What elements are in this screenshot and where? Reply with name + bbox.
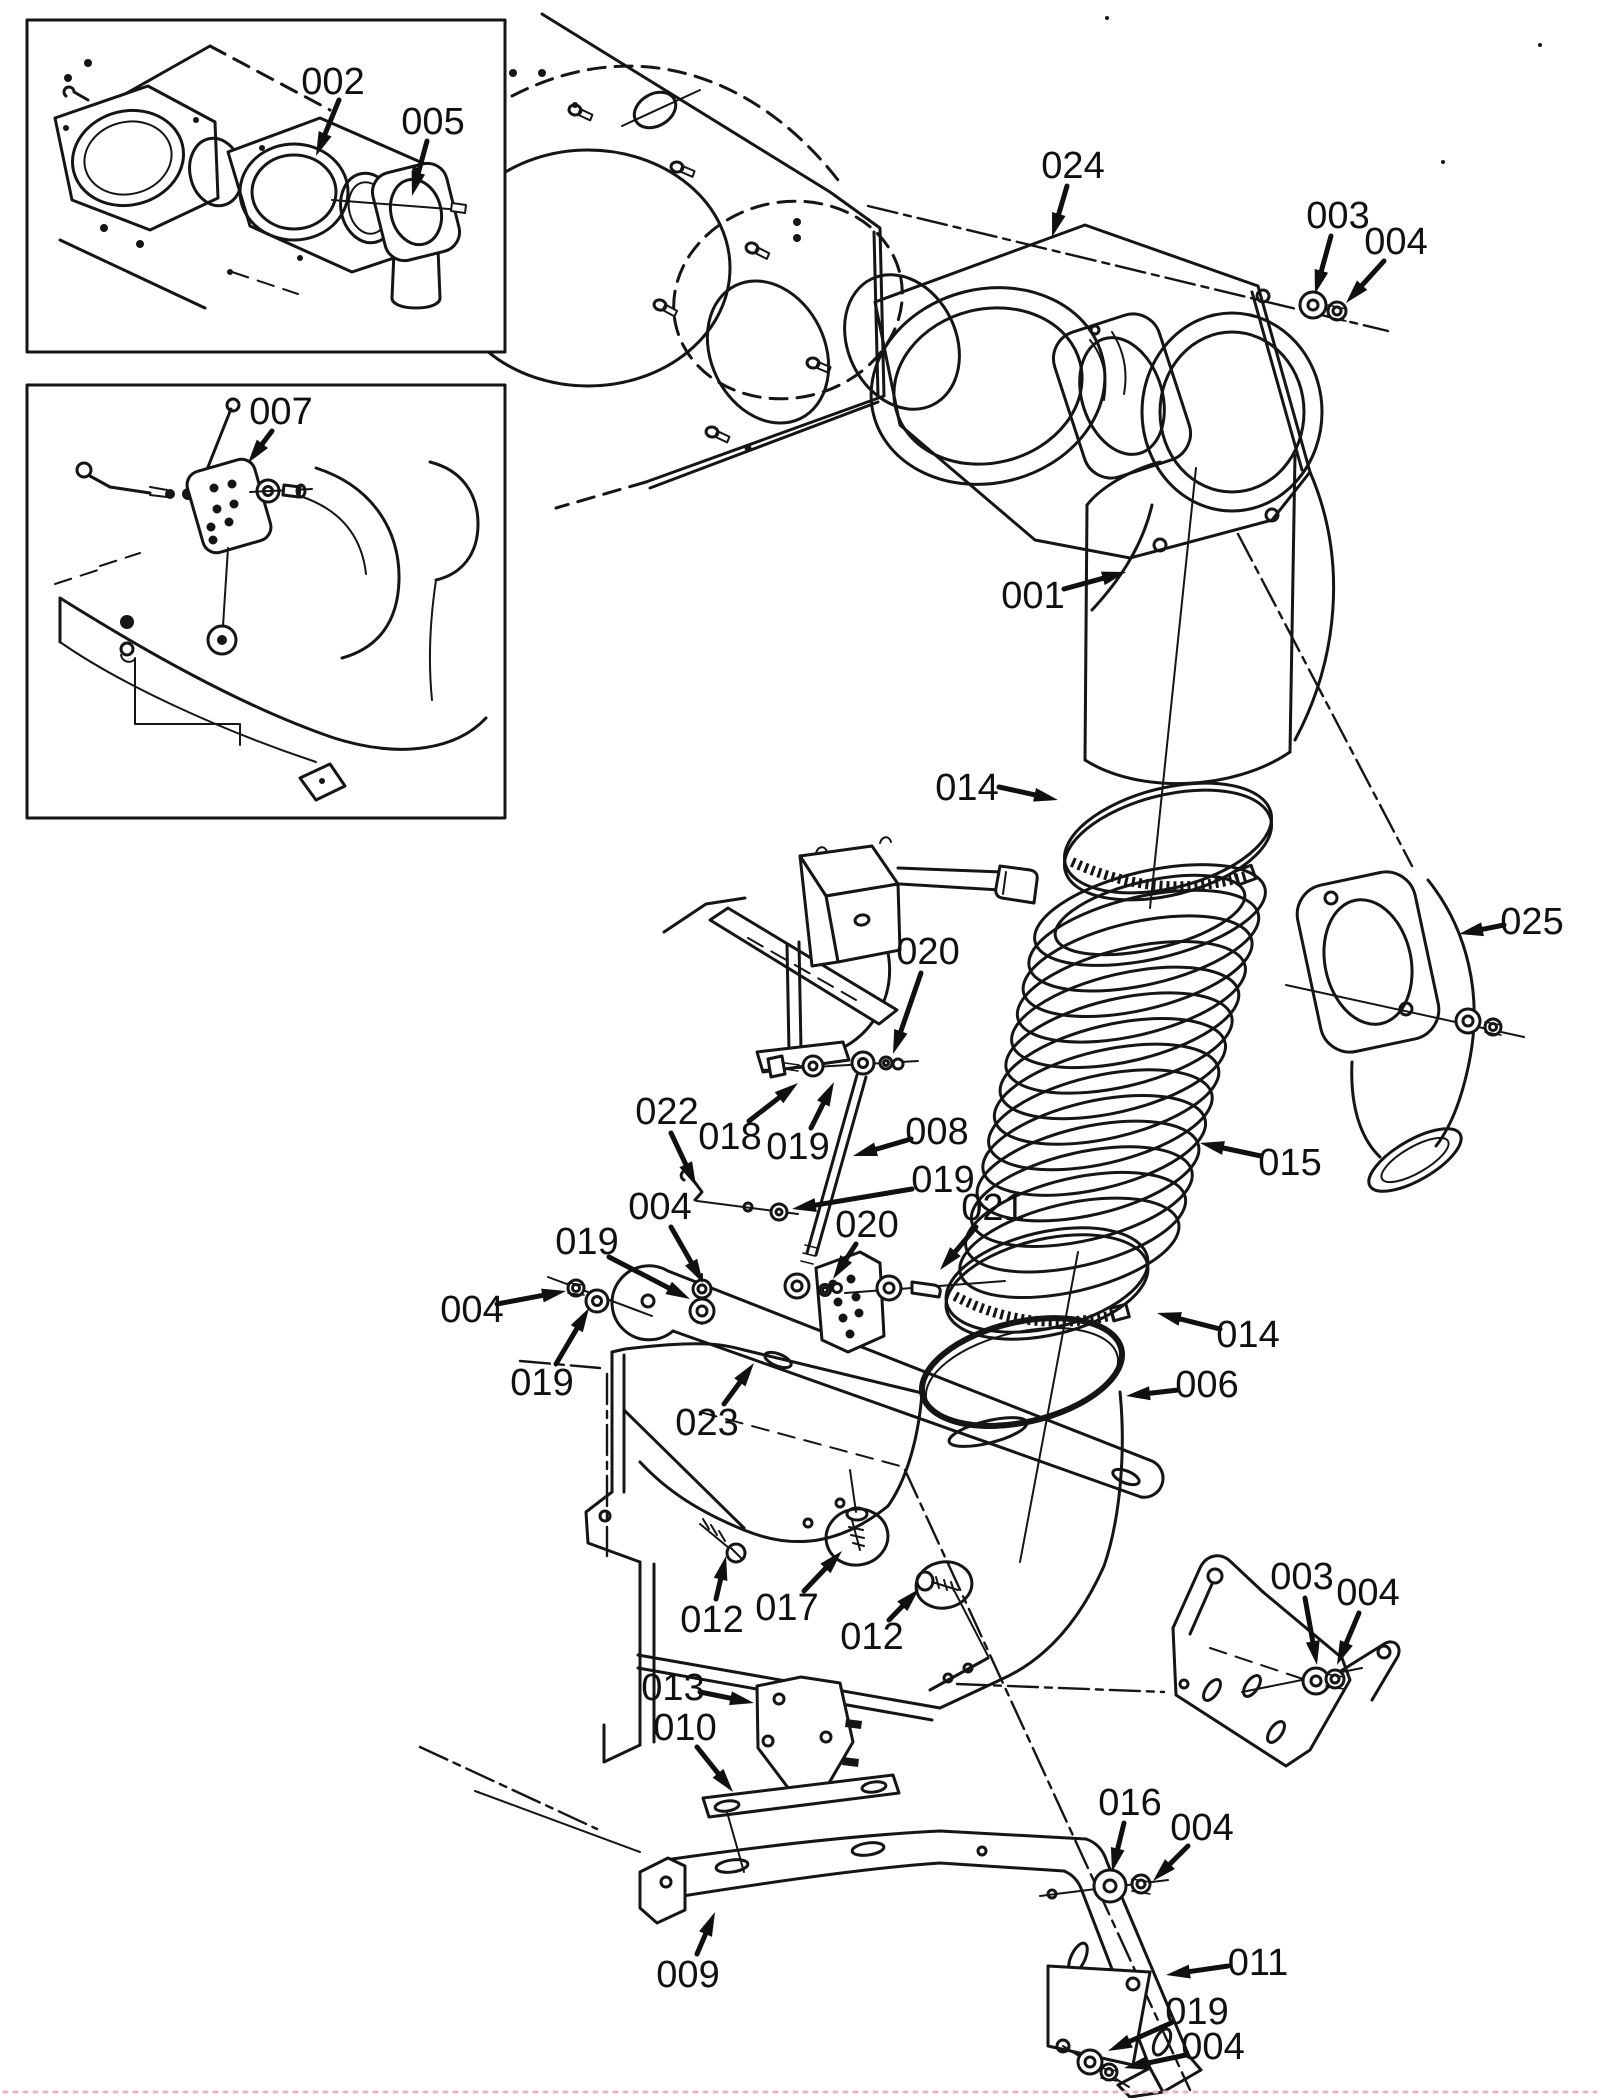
callout-arrowhead — [1111, 1847, 1125, 1872]
callout-label-007: 007 — [249, 391, 313, 433]
callout-024 — [1041, 145, 1104, 237]
callout-015 — [1200, 1141, 1322, 1184]
callout-label-020: 020 — [835, 1204, 899, 1246]
bellows-rib — [979, 1051, 1222, 1188]
callout-arrowhead — [1306, 1640, 1320, 1665]
callout-label-011: 011 — [1227, 1942, 1289, 1984]
part-callouts — [248, 61, 1564, 2070]
callout-arrow — [671, 1133, 686, 1164]
callout-arrowhead — [1033, 788, 1058, 802]
bellows-rib — [991, 1000, 1235, 1138]
callout-arrow — [811, 1103, 823, 1128]
callout-arrowhead — [1200, 1141, 1225, 1155]
callout-label-012: 012 — [680, 1599, 744, 1641]
callout-arrow — [1064, 578, 1103, 589]
callout-arrow — [999, 787, 1035, 795]
callout-label-003: 003 — [1306, 195, 1370, 237]
callout-label-004: 004 — [440, 1289, 504, 1331]
callout-004 — [1153, 1807, 1234, 1881]
callout-arrowhead — [665, 1282, 690, 1299]
callout-025 — [1459, 901, 1564, 943]
callout-arrow — [1346, 1613, 1359, 1643]
callout-label-004: 004 — [1181, 2026, 1245, 2068]
callout-arrowhead — [541, 1289, 566, 1303]
callout-arrow — [497, 1295, 542, 1304]
bellows-rib — [1014, 897, 1262, 1035]
duct-tube-001 — [1085, 455, 1334, 784]
callout-label-014: 014 — [1216, 1314, 1280, 1356]
callout-arrow — [1190, 1966, 1228, 1972]
callout-016 — [1098, 1782, 1161, 1872]
callout-label-004: 004 — [1170, 1807, 1234, 1849]
callout-label-019: 019 — [1165, 1991, 1229, 2033]
callout-label-004: 004 — [1336, 1572, 1400, 1614]
inset-box-latch — [27, 385, 505, 818]
callout-arrowhead — [817, 1082, 834, 1107]
screw-012-right — [917, 1572, 958, 1591]
callout-011 — [1166, 1942, 1288, 1984]
callout-arrow — [1150, 1390, 1178, 1393]
callout-label-004: 004 — [628, 1186, 692, 1228]
callout-019 — [766, 1082, 834, 1168]
callout-label-004: 004 — [1364, 221, 1428, 263]
callout-arrow — [901, 973, 921, 1031]
callout-003 — [1306, 195, 1369, 294]
callout-022 — [635, 1091, 698, 1186]
callout-023 — [675, 1363, 754, 1444]
callout-label-017: 017 — [755, 1587, 819, 1629]
flat-bar-010 — [703, 1775, 899, 1872]
bellows-rib — [1002, 948, 1248, 1086]
callout-arrow — [1118, 1823, 1124, 1849]
callout-arrow — [1223, 1148, 1261, 1156]
callout-label-002: 002 — [301, 61, 365, 103]
callout-020 — [893, 931, 960, 1054]
deflector-plate-013 — [757, 1677, 862, 1789]
bellows-rib — [985, 1026, 1228, 1163]
callout-label-020: 020 — [896, 931, 960, 973]
callout-arrow — [697, 1934, 706, 1954]
callout-arrow — [1321, 236, 1331, 271]
callout-arrowhead — [1459, 922, 1484, 936]
callout-008 — [853, 1111, 969, 1156]
callout-006 — [1126, 1364, 1239, 1406]
callout-arrowhead — [699, 1912, 715, 1937]
callout-label-018: 018 — [698, 1116, 762, 1158]
callout-label-022: 022 — [635, 1091, 699, 1133]
callout-010 — [653, 1707, 733, 1792]
callout-arrow — [556, 1329, 577, 1364]
bellows-rib — [996, 974, 1241, 1112]
bellows-rib — [1008, 923, 1255, 1061]
hose-clamp-014-upper — [1053, 764, 1283, 919]
callout-label-012: 012 — [840, 1616, 904, 1658]
callout-label-005: 005 — [401, 101, 465, 143]
strap-011 — [1048, 1966, 1150, 2087]
callout-label-024: 024 — [1041, 145, 1105, 187]
screw-012-left — [700, 1519, 745, 1562]
callout-label-019: 019 — [766, 1126, 830, 1168]
callout-label-021: 021 — [961, 1187, 1025, 1229]
callout-label-023: 023 — [675, 1402, 739, 1444]
fastener-016-004 — [1040, 1870, 1168, 1902]
callout-label-009: 009 — [656, 1954, 720, 1996]
callout-003 — [1270, 1556, 1333, 1665]
callout-arrow — [724, 1382, 740, 1404]
mount-channel-assembly — [664, 837, 1037, 1072]
callout-012 — [680, 1556, 743, 1641]
callout-label-019: 019 — [555, 1221, 619, 1263]
inset-box-flange — [27, 20, 505, 352]
callout-arrow — [697, 1747, 718, 1773]
callout-arrowhead — [714, 1556, 728, 1581]
callout-label-013: 013 — [641, 1667, 705, 1709]
callout-label-025: 025 — [1500, 901, 1564, 943]
callout-arrowhead — [1126, 1386, 1151, 1400]
arm-fasteners — [548, 1274, 1005, 1324]
callout-arrowhead — [853, 1143, 878, 1156]
callout-arrow — [1059, 186, 1067, 214]
callout-arrowhead — [893, 1029, 907, 1054]
pin-022 — [681, 1171, 798, 1220]
callout-arrowhead — [1157, 1312, 1182, 1326]
callout-012 — [840, 1589, 919, 1658]
frame-bolts — [568, 104, 832, 443]
callout-arrow — [716, 1579, 721, 1599]
callout-arrowhead — [792, 1198, 817, 1212]
callout-019 — [510, 1308, 589, 1404]
callout-arrowhead — [729, 1691, 754, 1705]
callout-label-019: 019 — [911, 1159, 975, 1201]
callout-arrow — [1147, 2055, 1186, 2063]
callout-label-015: 015 — [1258, 1142, 1322, 1184]
callout-label-003: 003 — [1270, 1556, 1334, 1598]
callout-017 — [755, 1551, 842, 1629]
bellows-rib — [1025, 846, 1275, 985]
callout-label-016: 016 — [1098, 1782, 1162, 1824]
callout-label-014: 014 — [935, 767, 999, 809]
callout-arrowhead — [1166, 1965, 1191, 1979]
callout-label-010: 010 — [653, 1707, 717, 1749]
fastener-003-004-top — [1300, 292, 1346, 321]
callout-arrowhead — [571, 1308, 589, 1332]
callout-arrow — [671, 1227, 691, 1262]
callout-arrow — [1305, 1598, 1313, 1641]
callout-014 — [1157, 1312, 1280, 1356]
callout-arrowhead — [1315, 269, 1328, 294]
callout-arrow — [1180, 1319, 1220, 1329]
frame-panel — [446, 14, 981, 508]
callout-label-008: 008 — [905, 1111, 969, 1153]
callout-label-001: 001 — [1001, 575, 1065, 617]
callout-label-019: 019 — [510, 1362, 574, 1404]
callout-arrow — [1362, 261, 1384, 285]
callout-009 — [656, 1912, 719, 1996]
callout-arrowhead — [1337, 1640, 1353, 1665]
callout-label-006: 006 — [1175, 1364, 1239, 1406]
callout-014 — [935, 767, 1058, 809]
callout-arrow — [816, 1189, 912, 1205]
callout-004 — [440, 1289, 566, 1331]
